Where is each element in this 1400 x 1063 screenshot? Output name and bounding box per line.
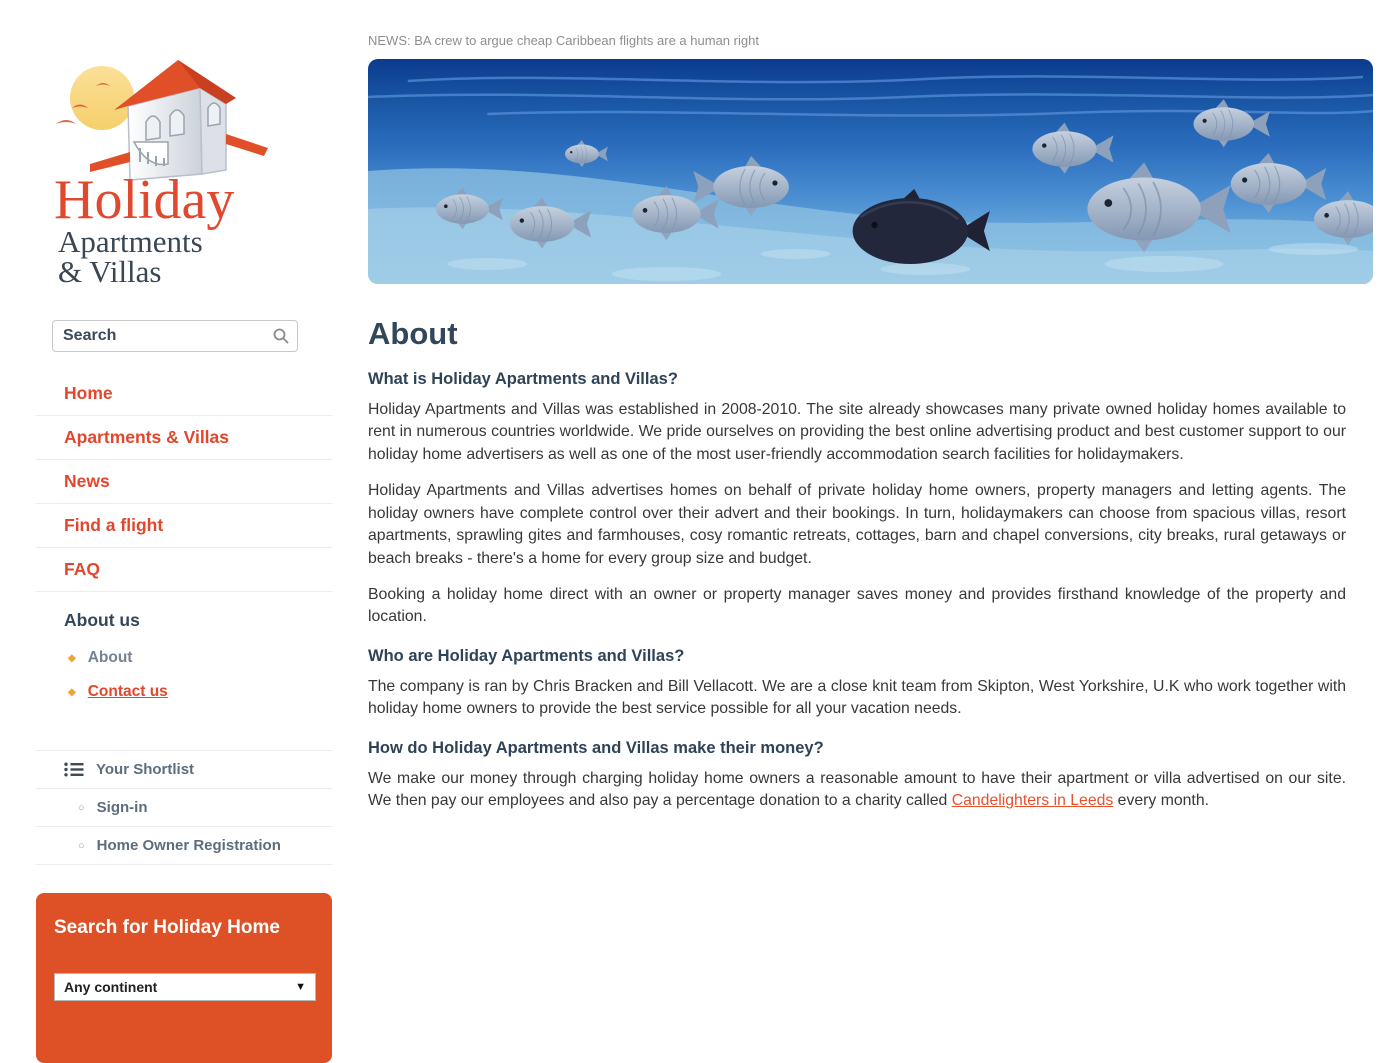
- sidebar-item-about[interactable]: [64, 641, 332, 675]
- search-widget-title: Search for Holiday Home: [54, 917, 280, 938]
- hero-underwater-image: [368, 59, 1373, 284]
- sidebar-item-home-owner-registration[interactable]: [36, 827, 332, 865]
- search-icon[interactable]: [272, 327, 290, 345]
- paragraph: The company is ran by Chris Bracken and Bill Vellacott. We are a close knit team from Skipton, West Yorkshire, U.K who work together with holiday home owners to provide the best service possible for all your vacation needs.: [368, 677, 1346, 718]
- sidebar-section-about-us: About us: [64, 610, 140, 630]
- sidebar-item-contact-us-label: Contact us: [87, 683, 168, 700]
- sidebar-item-contact-us[interactable]: [64, 675, 332, 709]
- main-content: [368, 0, 1376, 826]
- sidebar-nav: [36, 372, 332, 709]
- sidebar-item-sign-in[interactable]: [36, 789, 332, 827]
- sidebar-item-apartments-villas[interactable]: Apartments & Villas: [36, 416, 332, 460]
- chevron-down-icon: ▼: [295, 981, 306, 993]
- paragraph: Holiday Apartments and Villas advertises homes on behalf of private holiday home owners, property managers and letting agents. The holiday owners have complete control over their advert and their bookings. In turn, holidaymakers can choose from spacious villas, resort apartments, sprawling gites and farmhouses, cosy romantic retreats, cottages, barn and chapel conversions, city breaks, rural getaways or beach breaks - there's a home for every group size and budget.: [368, 482, 1346, 567]
- page-title: About: [368, 316, 458, 351]
- sidebar-item-find-a-flight[interactable]: Find a flight: [36, 504, 332, 548]
- sidebar-account-block: [36, 750, 332, 865]
- paragraph: Holiday Apartments and Villas was established in 2008-2010. The site already showcases many private owned holiday homes available to rent in numerous countries worldwide. We pride ourselves on providing the best online advertising product and best customer support to our holiday home advertisers as well as one of the most user-friendly accommodation search facilities for holidaymakers.: [368, 401, 1346, 463]
- bird-icon: [56, 120, 76, 124]
- candelighters-link[interactable]: Candelighters in Leeds: [951, 792, 1114, 810]
- section-heading-who-are: Who are Holiday Apartments and Villas?: [368, 646, 685, 665]
- sidebar-search: [52, 320, 298, 352]
- sidebar-item-your-shortlist[interactable]: [36, 750, 332, 789]
- sidebar-item-about-label: About: [87, 649, 133, 666]
- list-icon: [64, 762, 84, 777]
- site-logo[interactable]: [50, 46, 310, 286]
- news-ticker: NEWS: BA crew to argue cheap Caribbean flights are a human right: [368, 33, 759, 48]
- villa-sun-illustration: [50, 46, 310, 286]
- search-input[interactable]: [52, 320, 298, 352]
- logo-line2: & Villas: [58, 254, 162, 286]
- sidebar: [36, 0, 332, 1000]
- paragraph-text: We make our money through charging holiday home owners a reasonable amount to have their apartment or villa advertised on our site. We then pay our employees and also pay a percentage donation to a charity called: [368, 769, 1346, 810]
- logo-title: Holiday: [54, 169, 235, 231]
- paragraph-text: every month.: [1113, 792, 1209, 810]
- sign-in-label: Sign-in: [96, 799, 148, 816]
- sidebar-item-faq[interactable]: FAQ: [36, 548, 332, 592]
- sun-icon: [70, 66, 134, 130]
- continent-select[interactable]: [54, 973, 316, 1001]
- section-heading-how-money: How do Holiday Apartments and Villas make their money?: [368, 738, 824, 757]
- continent-select-value: Any continent: [64, 979, 158, 995]
- your-shortlist-label: Your Shortlist: [96, 761, 195, 778]
- section-heading-what-is: What is Holiday Apartments and Villas?: [368, 370, 678, 388]
- diamond-bullet-icon: ◆: [68, 686, 76, 698]
- sidebar-item-home[interactable]: Home: [36, 372, 332, 416]
- sidebar-about-section: [36, 592, 332, 709]
- circle-bullet-icon: ○: [78, 801, 85, 814]
- paragraph: Booking a holiday home direct with an owner or property manager saves money and provides firsthand knowledge of the property and location.: [368, 585, 1346, 626]
- logo-line1: Apartments: [58, 224, 203, 259]
- sidebar-item-news[interactable]: News: [36, 460, 332, 504]
- home-owner-registration-label: Home Owner Registration: [96, 837, 281, 854]
- circle-bullet-icon: ○: [78, 839, 85, 852]
- paragraph: [368, 768, 1346, 813]
- diamond-bullet-icon: ◆: [68, 652, 76, 664]
- holiday-home-search-widget: [36, 893, 332, 1063]
